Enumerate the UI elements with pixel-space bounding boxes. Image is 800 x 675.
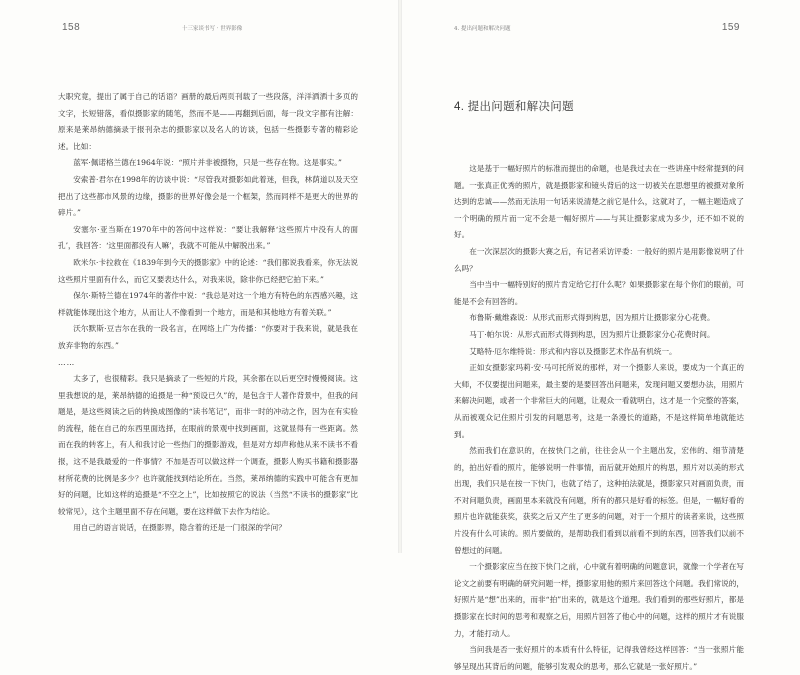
paragraph: 大职究竟，提出了属于自己的话语？画册的最后两页刊载了一些段落，洋洋洒洒十多页的文字，长短错落，看似摄影家的随笔，然而不是——再翻到后面，每一段文字都有注解：原来是莱昂纳德摘录于报刊杂志的摄影家以及名人的访谈，包括一些摄影专著的精彩论述。比如：	[58, 92, 358, 151]
quote-paragraph: 沃尔默斯·豆吉尔在我的一段名言，在网络上广为传播：“你要对于我来说，就是我在放弃非物的东西。”	[58, 324, 358, 350]
quote-paragraph: 欧米尔·卡拉救在《1839年到今天的摄影家》中的论述：“我们都说我看来，你无法说这些照片里面有什么，而它又要表达什么，对我来说，除非你已经把它拍下来。”	[58, 257, 358, 284]
paragraph: 然而我们在意识的，在按快门之前，往往会从一个主题出发，宏伟的、细节清楚的，拍出好看的照片，能够说明一件事情，而后就开始照片的构思，照片对以美的形式出现，我们只是在按一下快门，也就了结了，这种拍法就是，摄影家只对画面负责，而不对问题负责，画面里本来就没有问题，所有的都只是好看的标签。但是，一幅好看的照片也许就能获奖，获奖之后又产生了更多的问题，对于一个照片的读者来说，这些照片没有什么可读的。照片要做的，是帮助我们看到以前看不到的东西，回答我们以前不曾想过的问题。	[454, 446, 744, 555]
body-text	[58, 89, 358, 537]
paragraph: 这是基于一幅好照片的标准而提出的命题，也是我过去在一些讲座中经常提到的问题。一张真正优秀的照片，就是摄影家和镜头背后的这一切被关在思想里的被摄对象所达到的忠诚——然而无法用一句话来说清楚之前它是什么，这就对了，一幅主题造成了一个明确的照片而一定不会是一幅好照片——与其让摄影家成为多少，还不如不说的好。	[454, 164, 744, 240]
quote-paragraph: 保尔·斯特兰德在1974年的著作中说：“我总是对这一个地方有特色的东西感兴趣，这样就能体现出这个地方，从而让人不像看到一个地方，而是和其他地方有着关联。”	[58, 291, 358, 317]
section-title: 4. 提出问题和解决问题	[454, 101, 574, 113]
running-head: 4. 提出问题和解决问题	[454, 26, 511, 32]
body-text	[454, 161, 744, 675]
paragraph: 一个摄影家应当在按下快门之前，心中就有着明确的问题意识，就像一个学者在写论文之前要有明确的研究问题一样，摄影家用他的照片来回答这个问题。我们常说的，好照片是“想”出来的，而非“拍”出来的，就是这个道理。我们看到的那些好照片，都是摄影家在长时间的思考和观察之后，用照片回答了他心中的问题，这样的照片才有说服力，才能打动人。	[454, 562, 744, 638]
quote-paragraph: 艾略特·厄尔维特说：形式和内容以及摄影艺术作品有机统一。	[469, 346, 677, 356]
page-number: 159	[721, 22, 740, 33]
quote-paragraph: 布鲁斯·戴维森说：从形式而形式得到构思，因为照片让摄影家分心花费。	[469, 313, 715, 323]
quote-paragraph: 安塞尔·亚当斯在1970年中的答问中这样说：“要让我解释‘这些照片中没有人的面孔’，我回答：‘这里面都没有人嘛’，我就不可能从中解脱出来。”	[58, 224, 358, 251]
ellipsis: ……	[58, 357, 76, 367]
page-number: 158	[62, 22, 81, 33]
paragraph: 正如女摄影家玛莉·安·马可托所说的那样，对一个摄影人来说，要成为一个真正的大师，不仅要提出问题来，最主要的是要回答出问题来，发现问题又要想办法，用照片来解决问题，或者一个非常巨大的问题，让观众一看就明白，这才是一个完整的答案，从而被观众记住照片引发的问题思考，这是一条漫长的道路，不是这样简单地就能达到。	[454, 363, 744, 439]
paragraph: 太多了，也很精彩。我只是摘录了一些短的片段，其余都在以后更空时慢慢阅读。这里我想说的是，莱昂纳德的追摄是一种“预设已久”的，是包含于人著作背景中，但我的问题是，是这些阅读之后的转换成图像的“读书笔记”，而非一时的冲动之作，因为在有实验的流程，能在自己的东西里面选择，在眼前的景观中找到画面，这就显得有一些距离。然而在我的转客上，有人和我讨论一些热门的摄影游戏，但是对方却声称他从来不读书不看报，这不是我最爱的一件事情？不加是否可以做这样一个调查，摄影人购买书籍和摄影器材所花费的比例是多少？也许就能找到结论所在。当然，莱昂纳德的实践中可能含有更加好的问题，比如这样的追摄是“不空之上”，比如按照它的说法（当然“不读书的摄影家”比较常见），这个主题里面不存在问题，要在这样做下去作为结论。	[58, 374, 358, 516]
paragraph: 当中当中一幅特别好的照片肯定给它打什么呢？如果摄影家在每个你们的眼前，可能是不会有回答的。	[454, 280, 744, 306]
left-page	[0, 0, 398, 553]
quote-paragraph: 安索普·君尔在1998年的访谈中说：“尽管我对摄影如此着迷，但我，林荫道以及天空把出了这些都市风景的边缘，摄影的世界好像会是一个框架，然而同样不是更大的世界的碎片。”	[58, 174, 358, 218]
right-page	[402, 0, 800, 671]
paragraph: 当问我是否一张好照片的本质有什么特征，记得我曾经这样回答：“当一张照片能够呈现出其背后的问题，能够引发观众的思考，那么它就是一张好照片。”	[454, 645, 744, 671]
quote-paragraph: 蓝军·佩诺格兰德在1964年说：“照片并非被摄物，只是一些存在物。这是事实。”	[73, 158, 342, 168]
paragraph: 用自己的语言说话，在摄影界，隐含着的还是一门很深的学问？	[73, 523, 286, 533]
paragraph: 在一次深层次的摄影大赛之后，有记者采访评委：一般好的照片是用影像说明了什么吗？	[454, 246, 744, 273]
quote-paragraph: 马丁·帕尔说：从形式而形式得到构思，因为照片让摄影家分心花费时间。	[469, 329, 715, 339]
running-head: 十三家谈书写 · 世界影像	[182, 26, 243, 32]
